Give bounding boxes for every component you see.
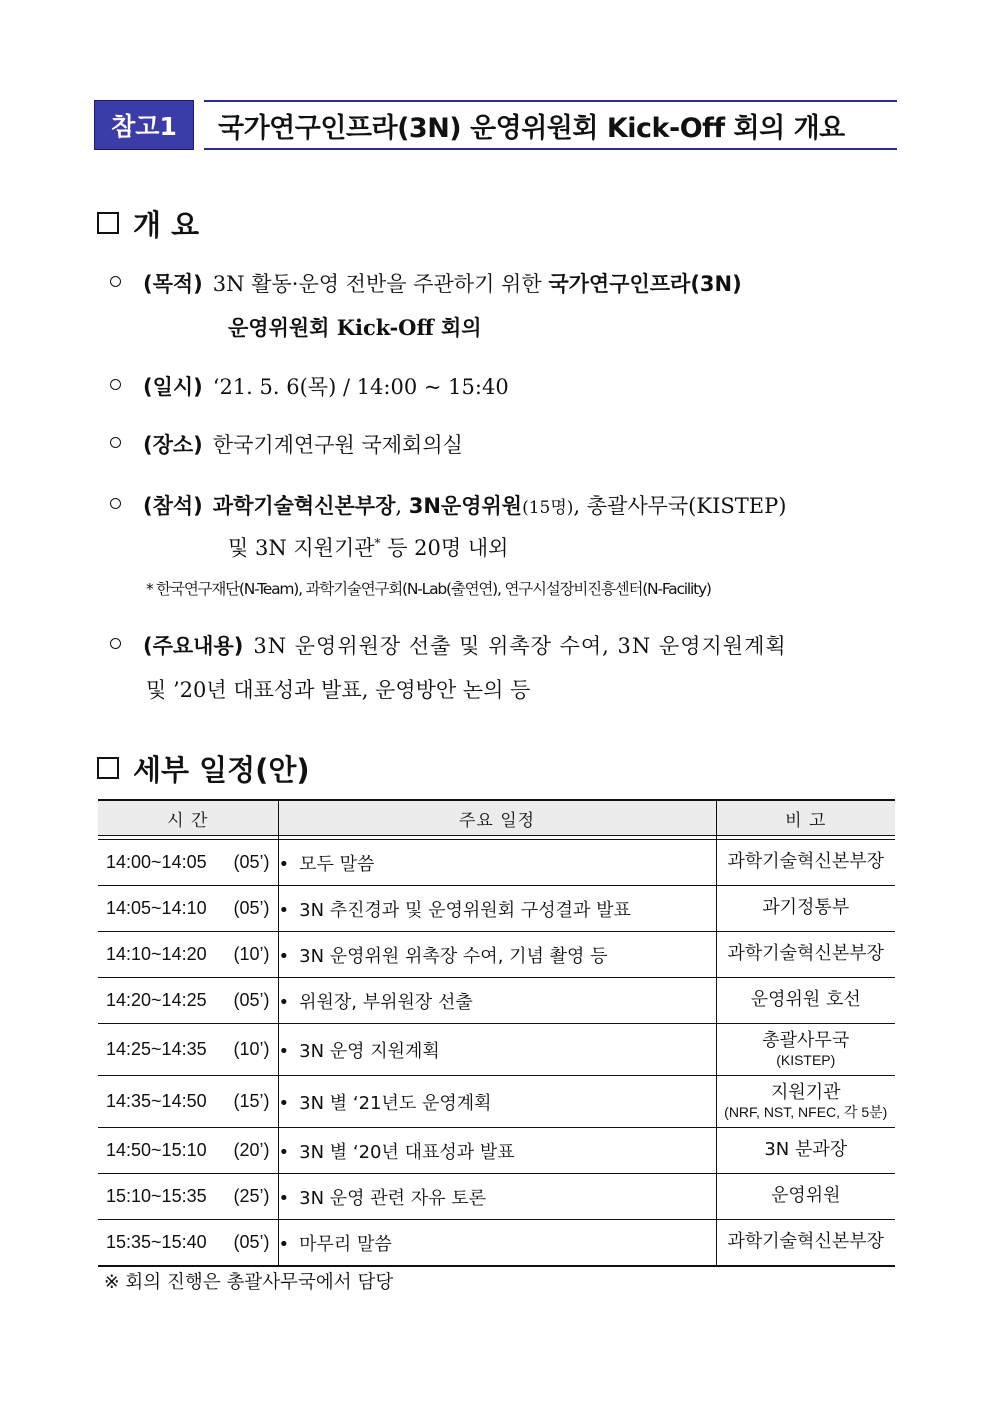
item-attendees: (참석) 과학기술혁신본부장, 3N운영위원(15명), 총괄사무국(KISTEP): [110, 490, 786, 520]
item-datetime: (일시) ‘21. 5. 6(목) / 14:00 ~ 15:40: [110, 371, 509, 401]
schedule-footnote: ※ 회의 진행은 총괄사무국에서 담당: [104, 1272, 394, 1293]
doc-title: 국가연구인프라(3N) 운영위원회 Kick-Off 회의 개요: [204, 100, 897, 150]
main-content-text: 3N 운영위원장 선출 및 위촉장 수여, 3N 운영지원계획: [253, 634, 787, 658]
purpose-line-2: 운영위원회 Kick-Off 회의: [228, 315, 482, 340]
column-header-note: 비 고: [716, 800, 895, 836]
attendees-line-2: 및 3N 지원기관* 등 20명 내외: [228, 536, 509, 560]
purpose-text: 3N 활동·운영 전반을 주관하기 위한: [212, 272, 542, 296]
checkbox-square-icon: [97, 212, 119, 234]
circle-bullet-icon: [110, 379, 121, 390]
schedule-table: [98, 799, 895, 1267]
item-main-content: (주요내용) 3N 운영위원장 선출 및 위촉장 수여, 3N 운영지원계획: [110, 630, 787, 660]
column-header-time: 시 간: [98, 800, 278, 836]
table-row: 14:50~15:10 (20’) • 3N 별 ‘20년 대표성과 발표 3N 분과장: [98, 1128, 895, 1174]
circle-bullet-icon: [110, 638, 121, 649]
circle-bullet-icon: [110, 437, 121, 448]
table-row: 14:25~14:35 (10’) • 3N 운영 지원계획 총괄사무국 (KISTEP): [98, 1024, 895, 1076]
datetime-text: ‘21. 5. 6(목) / 14:00 ~ 15:40: [212, 375, 509, 399]
table-row: 14:00~14:05 (05’) • 모두 말씀 과학기술혁신본부장: [98, 840, 895, 886]
doc-header: [94, 100, 897, 152]
table-row: 14:20~14:25 (05’) • 위원장, 부위원장 선출 운영위원 호선: [98, 978, 895, 1024]
table-row: 15:10~15:35 (25’) • 3N 운영 관련 자유 토론 운영위원: [98, 1174, 895, 1220]
section-heading-overview: 개 요: [97, 203, 199, 244]
circle-bullet-icon: [110, 498, 121, 509]
reference-badge: 참고1: [94, 100, 194, 150]
item-purpose: (목적) 3N 활동·운영 전반을 주관하기 위한 국가연구인프라(3N): [110, 268, 742, 298]
checkbox-square-icon: [97, 757, 119, 779]
attendees-footnote: * 한국연구재단(N-Team), 과학기술연구회(N-Lab(출연연), 연구시설장비진흥센터(N-Facility): [146, 580, 711, 598]
table-row: 15:35~15:40 (05’) • 마무리 말씀 과학기술혁신본부장: [98, 1220, 895, 1267]
section-heading-schedule: 세부 일정(안): [97, 748, 310, 789]
table-row: 14:05~14:10 (05’) • 3N 추진경과 및 운영위원회 구성결과 발표 과기정통부: [98, 886, 895, 932]
table-row: 14:35~14:50 (15’) • 3N 별 ‘21년도 운영계획 지원기관 (NRF, NST, NFEC, 각 5분): [98, 1076, 895, 1128]
purpose-bold-1: 국가연구인프라(3N): [548, 272, 742, 296]
venue-text: 한국기계연구원 국제회의실: [212, 433, 463, 457]
item-venue: (장소) 한국기계연구원 국제회의실: [110, 429, 463, 459]
column-header-agenda: 주요 일정: [278, 800, 716, 836]
table-row: 14:10~14:20 (10’) • 3N 운영위원 위촉장 수여, 기념 촬영 등 과학기술혁신본부장: [98, 932, 895, 978]
main-content-line-2: 및 ’20년 대표성과 발표, 운영방안 논의 등: [146, 678, 531, 702]
circle-bullet-icon: [110, 276, 121, 287]
